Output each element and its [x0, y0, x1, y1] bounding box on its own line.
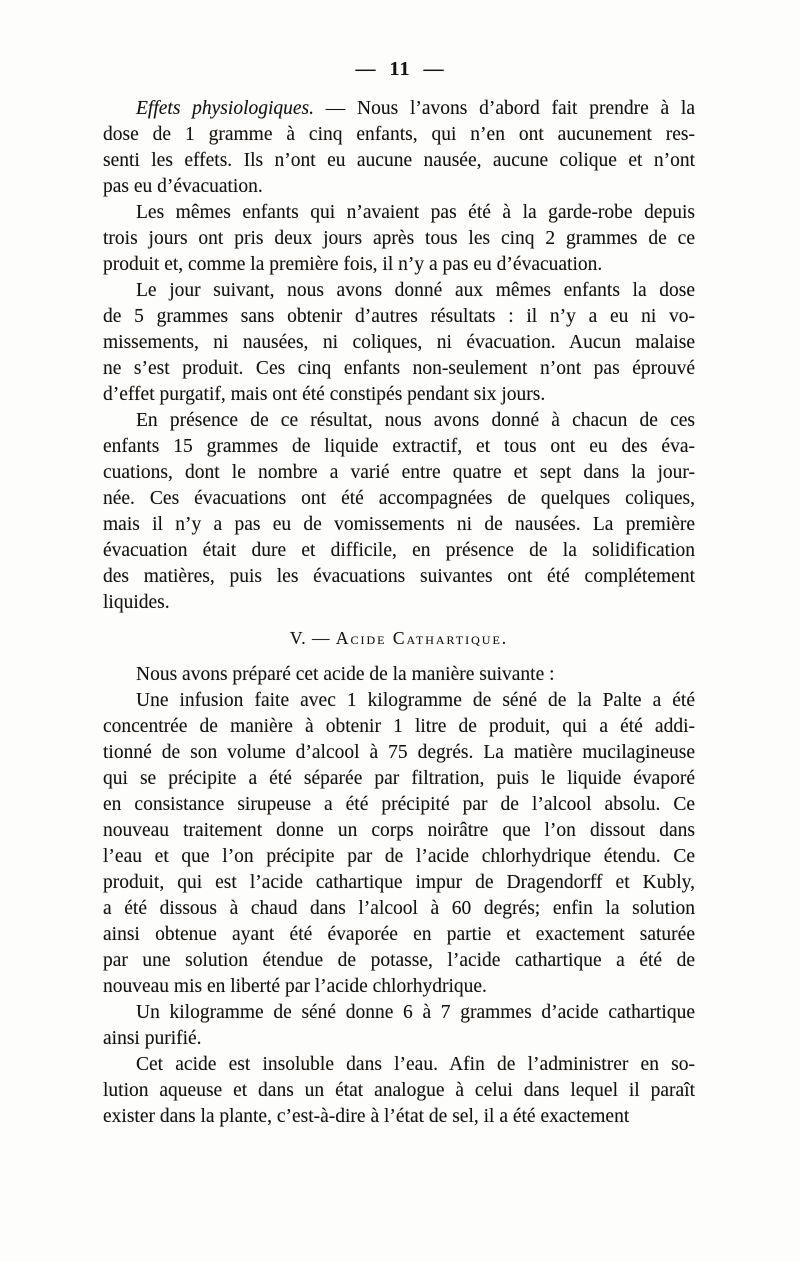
text-line: l’eau et que l’on précipite par de l’acide chlorhydrique étendu. Ce	[103, 846, 695, 867]
text-line: par une solution étendue de potasse, l’acide cathartique a été de	[103, 950, 695, 971]
text-line: d’effet purgatif, mais ont été constipés pendant six jours.	[103, 384, 546, 405]
text-line: concentrée de manière à obtenir 1 litre de produit, qui a été addi-	[103, 716, 695, 737]
text-line: Cet acide est insoluble dans l’eau. Afin de l’administrer en so-	[136, 1054, 695, 1075]
paragraph	[103, 1052, 695, 1130]
text-line: nouveau mis en liberté par l’acide chlorhydrique.	[103, 976, 487, 997]
text-line: senti les effets. Ils n’ont eu aucune nausée, aucune colique et n’ont	[103, 150, 695, 171]
text-line: mais il n’y a pas eu de vomissements ni de nausées. La première	[103, 514, 695, 535]
paragraph	[103, 200, 695, 278]
italic-lead: Effets physiologiques.	[136, 98, 315, 119]
text-line: trois jours ont pris deux jours après tous les cinq 2 grammes de ce	[103, 228, 695, 249]
text-line: En présence de ce résultat, nous avons donné à chacun de ces	[136, 410, 695, 431]
text-line: des matières, puis les évacuations suivantes ont été complétement	[103, 566, 695, 587]
text-line: liquides.	[103, 592, 170, 613]
text-line: pas eu d’évacuation.	[103, 176, 263, 197]
text-line: a été dissous à chaud dans l’alcool à 60 degrés; enfin la solution	[103, 898, 695, 919]
section-title: Acide Cathartique.	[335, 628, 509, 648]
text-line: ne s’est produit. Ces cinq enfants non-seulement n’ont pas éprouvé	[103, 358, 695, 379]
text-line: produit, qui est l’acide cathartique impur de Dragendorff et Kubly,	[103, 872, 695, 893]
paragraph	[103, 408, 695, 616]
text-line: nouveau traitement donne un corps noirâtre que l’on dissout dans	[103, 820, 695, 841]
text-line: Le jour suivant, nous avons donné aux mêmes enfants la dose	[136, 280, 695, 301]
section-heading	[103, 625, 695, 651]
text-line: ainsi obtenue ayant été évaporée en partie et exactement saturée	[103, 924, 695, 945]
text-line: Effets physiologiques. — Nous l’avons d’abord fait prendre à la	[136, 98, 695, 119]
text-line: tionné de son volume d’alcool à 75 degrés. La matière mucilagineuse	[103, 742, 695, 763]
text-line: Une infusion faite avec 1 kilogramme de séné de la Palte a été	[136, 690, 695, 711]
text-line: missements, ni nausées, ni coliques, ni évacuation. Aucun malaise	[103, 332, 695, 353]
text-line: enfants 15 grammes de liquide extractif, et tous ont eu des éva-	[103, 436, 695, 457]
text-line: Les mêmes enfants qui n’avaient pas été à la garde-robe depuis	[136, 202, 695, 223]
paragraph	[103, 1000, 695, 1052]
text-line: Nous avons préparé cet acide de la manière suivante :	[136, 664, 555, 685]
paragraph	[103, 688, 695, 1000]
text-line: Un kilogramme de séné donne 6 à 7 grammes d’acide cathartique	[136, 1002, 695, 1023]
page-number: — 11 —	[355, 58, 445, 80]
text-line: dose de 1 gramme à cinq enfants, qui n’en ont aucunement res-	[103, 124, 695, 145]
paragraph	[103, 662, 695, 688]
text-line: lution aqueuse et dans un état analogue à celui dans lequel il paraît	[103, 1080, 695, 1101]
paragraph	[103, 278, 695, 408]
text-line: en consistance sirupeuse a été précipité par de l’alcool absolu. Ce	[103, 794, 695, 815]
text-line: qui se précipite a été séparée par filtration, puis le liquide évaporé	[103, 768, 695, 789]
text-line: née. Ces évacuations ont été accompagnées de quelques coliques,	[103, 488, 695, 509]
text-line: cuations, dont le nombre a varié entre quatre et sept dans la jour-	[103, 462, 695, 483]
section-number: V. —	[289, 628, 336, 648]
paragraph	[103, 96, 695, 200]
text-line: ainsi purifié.	[103, 1028, 202, 1049]
page-body	[103, 96, 695, 1130]
text-line: exister dans la plante, c’est-à-dire à l’état de sel, il a été exactement	[103, 1106, 630, 1127]
text-line: de 5 grammes sans obtenir d’autres résultats : il n’y a eu ni vo-	[103, 306, 695, 327]
text-line: produit et, comme la première fois, il n’y a pas eu d’évacuation.	[103, 254, 603, 275]
text-line: évacuation était dure et difficile, en présence de la solidification	[103, 540, 695, 561]
